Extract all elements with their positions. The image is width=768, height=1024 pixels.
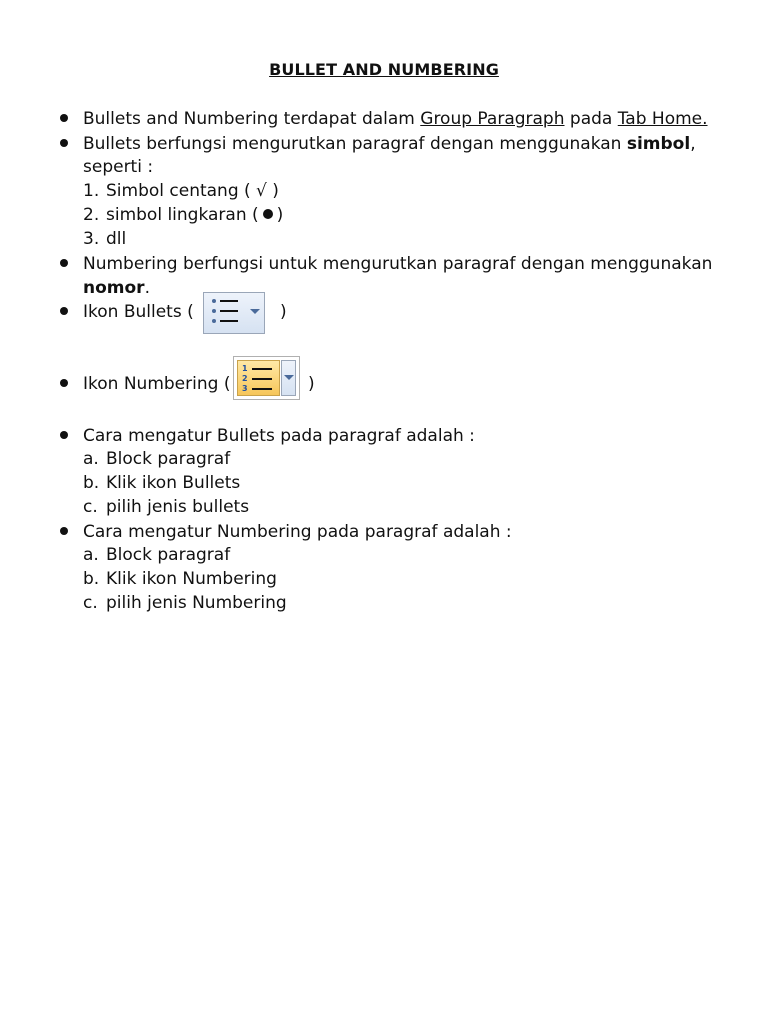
list-item: Simbol centang ( √ ) (106, 181, 279, 201)
list-marker: a. (83, 545, 99, 565)
ikon-numbering-label: Ikon Numbering ( (83, 374, 231, 394)
paragraph-6: Cara mengatur Bullets pada paragraf adalah : (83, 426, 475, 446)
bullet-icon (60, 114, 68, 122)
list-item: pilih jenis bullets (106, 497, 250, 517)
numbering-button-icon (233, 356, 300, 400)
list-item: Block paragraf (106, 545, 231, 565)
list-item: Block paragraf (106, 449, 231, 469)
list-marker: c. (83, 497, 98, 517)
list-marker: 1. (83, 181, 100, 201)
numbering-digit: 1 (242, 364, 248, 373)
circle-symbol-icon (263, 209, 273, 219)
bullet-icon (60, 259, 68, 267)
nomor-bold: nomor (83, 278, 145, 298)
paragraph-1 (83, 107, 708, 131)
ikon-numbering-close: ) (308, 374, 315, 394)
document-title: BULLET AND NUMBERING (269, 60, 499, 79)
list-marker: c. (83, 593, 98, 613)
list-marker: 2. (83, 205, 100, 225)
paragraph-7: Cara mengatur Numbering pada paragraf adalah : (83, 522, 512, 542)
numbering-digit: 2 (242, 374, 248, 383)
tab-home-text: Tab Home. (617, 109, 708, 129)
bullet-icon (60, 527, 68, 535)
paragraph-2-line-2: seperti : (83, 157, 154, 177)
paragraph-3-period: . (144, 278, 150, 298)
ikon-bullets-close: ) (280, 302, 287, 322)
list-item-close: ) (276, 205, 284, 225)
list-item (106, 203, 283, 227)
paragraph-2-comma: , (690, 134, 696, 154)
list-marker: a. (83, 449, 99, 469)
list-item: Klik ikon Numbering (106, 569, 277, 589)
paragraph-1-mid: pada (564, 109, 618, 129)
numbering-digit: 3 (242, 384, 248, 393)
list-marker: b. (83, 569, 100, 589)
paragraph-3-line-1: Numbering berfungsi untuk mengurutkan paragraf dengan menggunakan (83, 254, 713, 274)
list-marker: b. (83, 473, 100, 493)
simbol-bold: simbol (626, 134, 691, 154)
bullets-button-icon (203, 292, 265, 334)
group-paragraph-text: Group Paragraph (420, 109, 565, 129)
list-item: pilih jenis Numbering (106, 593, 287, 613)
paragraph-2-text: Bullets berfungsi mengurutkan paragraf dengan menggunakan (83, 134, 627, 154)
bullet-icon (60, 307, 68, 315)
bullet-icon (60, 139, 68, 147)
list-marker: 3. (83, 229, 100, 249)
bullet-icon (60, 379, 68, 387)
ikon-bullets-label: Ikon Bullets ( (83, 302, 194, 322)
list-item-text: simbol lingkaran ( (106, 205, 259, 225)
paragraph-2-line-1 (83, 132, 696, 156)
list-item: Klik ikon Bullets (106, 473, 241, 493)
paragraph-1-text: Bullets and Numbering terdapat dalam (83, 109, 421, 129)
bullet-icon (60, 431, 68, 439)
list-item: dll (106, 229, 127, 249)
paragraph-3-line-2 (83, 276, 150, 300)
